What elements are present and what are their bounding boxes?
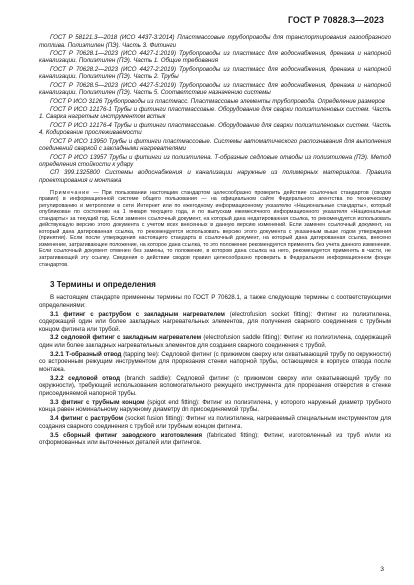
section-title: 3 Термины и определения <box>50 280 156 290</box>
term-definition: (socket fusion fitting): Фитинг из полиэтилена, нагреваемый специальным инструментом для создания сварного соединения с трубой или трубным концом фитинга. <box>39 415 391 430</box>
term-definition: (branch saddle): Седловой фитинг (с прижимом сверху или охватывающий трубу по окружности), требующий использования вспомогательного режущего инструмента для прорезания отверстия в стенке присоединяемой напорной трубы. <box>39 374 391 397</box>
reference-item: СП 399.1325800 Системы водоснабжения и канализации наружные из полимерных материалов. Правила проектирования и монтажа <box>39 169 391 185</box>
reference-item: ГОСТ Р 70628.5—2023 (ИСО 4427-5:2019) Трубопроводы из пластмасс для водоснабжения, дренажа и напорной канализации. Полиэтилен (ПЭ). Часть 5. Соответствие назначению системы <box>39 81 391 97</box>
term-heading: 3.2.1 Т-образный отвод <box>50 350 122 358</box>
normative-references-list <box>39 34 391 185</box>
term-definition: (fabricated fitting): Фитинг, изготовленный из труб и/или из отформованных или выточенных деталей или фитингов. <box>39 431 391 447</box>
reference-item: ГОСТ Р ИСО 3126 Трубопроводы из пластмасс. Пластмассовые элементы трубопровода. Определение размеров <box>50 97 385 105</box>
references-note <box>39 190 391 269</box>
term-heading: 3.1 фитинг с раструбом с закладным нагревателем <box>50 310 225 318</box>
term-entry <box>39 432 391 447</box>
reference-item: ГОСТ Р 70628.1—2023 (ИСО 4427-1:2019) Трубопроводы из пластмасс для водоснабжения, дренажа и напорной канализации. Полиэтилен (ПЭ). Часть 1. Общие требования <box>39 49 391 65</box>
term-heading: 3.2.2 седловой отвод <box>50 374 121 382</box>
term-definition: (electrofusion socket fitting): Фитинг из полиэтилена, содержащий один или более закладных нагревательных элементов, для получения сварного соединения с трубным концом фитинга или трубой. <box>39 310 391 333</box>
reference-item: ГОСТ Р ИСО 13957 Трубы и фитинги из полиэтилена. Т-образные седловые отводы из полиэтилена (ПЭ). Метод определения стойкости к удару <box>39 153 391 169</box>
term-entry <box>39 351 391 374</box>
reference-item: ГОСТ Р 58121.3—2018 (ИСО 4437-3:2014) Пластмассовые трубопроводы для транспортирования газообразного топлива. Полиэтилен (ПЭ). Часть 3. Фитинги <box>39 34 391 49</box>
page-number: 3 <box>380 566 384 573</box>
term-entry <box>39 375 391 398</box>
term-heading: 3.3 фитинг с трубным концом <box>50 398 145 406</box>
note-label: Примечание <box>50 189 90 196</box>
term-definition: (tapping tee): Седловой фитинг (с прижимом сверху или охватывающий трубу по окружности) со встроенным режущим инструментом для прорезания стенки напорной трубы, остающимся в корпусе отвода после монтажа. <box>39 350 391 374</box>
term-entry <box>39 334 391 349</box>
page-header: ГОСТ Р 70828.3—2023 <box>287 15 384 25</box>
term-heading: 3.5 сборный фитинг заводского изготовления <box>50 431 203 439</box>
term-heading: 3.2 седловой фитинг с закладным нагревателем <box>50 334 202 342</box>
term-definition: (spigot end fitting): Фитинг из полиэтилена, у которого наружный диаметр трубного конца равен номинальному наружному диаметру dn присоединяемой трубы. <box>39 398 392 414</box>
terms-section <box>39 294 391 447</box>
reference-item: ГОСТ Р 70628.2—2023 (ИСО 4427-2:2019) Трубопроводы из пластмасс для водоснабжения, дренажа и напорной канализации. Полиэтилен (ПЭ). Часть 2. Трубы <box>39 65 391 81</box>
term-heading: 3.4 фитинг с раструбом <box>50 415 124 423</box>
term-entry <box>39 311 391 334</box>
reference-item: ГОСТ Р ИСО 13950 Трубы и фитинги пластмассовые. Системы автоматического распознавания для выполнения соединений сваркой с закладными нагревателями <box>39 137 391 153</box>
page-content <box>39 34 391 448</box>
term-entry <box>39 399 391 414</box>
reference-item: ГОСТ Р ИСО 12176-4 Трубы и фитинги пластмассовые. Оборудование для сварки полиэтиленовых систем. Часть 4. Кодирование прослеживаемости <box>39 121 391 137</box>
term-entry <box>39 415 391 430</box>
reference-item: ГОСТ Р ИСО 12176-1 Трубы и фитинги пластмассовые. Оборудование для сварки полиэтиленовых систем. Часть 1. Сварка нагретым инструментом встык <box>39 105 391 121</box>
section-intro: В настоящем стандарте применены термины по ГОСТ Р 70628.1, а также следующие термины с соответствующими определениями: <box>39 294 391 309</box>
note-text: — При пользовании настоящим стандартом целесообразно проверить действие ссылочных стандартов (сводов правил) в информационной системе общего пользования — на официальном сайте Федерального агентства по техническому регулированию и метрологии в сети Интернет или по ежегодному информационному указателю «Национальные стандарты», который опубликован по состоянию на 1 января текущего года, и по выпускам ежемесячного информационного указателя «Национальные стандарты» за текущий год. Если заменен ссылочный документ, на который дана недатированная ссылка, то рекомендуется использовать действующую версию этого документа с учетом всех внесенных в данную версию изменений. Если заменен ссылочный документ, на который дана датированная ссылка, то рекомендуется использовать версию этого документа с указанным выше годом утверждения (принятия). Если после утверждения настоящего стандарта в ссылочный документ, на который дана датированная ссылка, внесено изменение, затрагивающее положение, на которое дана ссылка, то это положение рекомендуется применять без учета данного изменения. Если ссылочный документ отменен без замены, то положение, в котором дана ссылка на него, рекомендуется применять в части, не затрагивающей эту ссылку. Сведения о действии сводов правил целесообразно проверить в Федеральном информационном фонде стандартов. <box>39 189 391 268</box>
term-definition: (electrofusion saddle fitting): Фитинг из полиэтилена, содержащий один или более закладных нагревательных элементов для создания сварного соединения с трубой. <box>39 334 391 350</box>
